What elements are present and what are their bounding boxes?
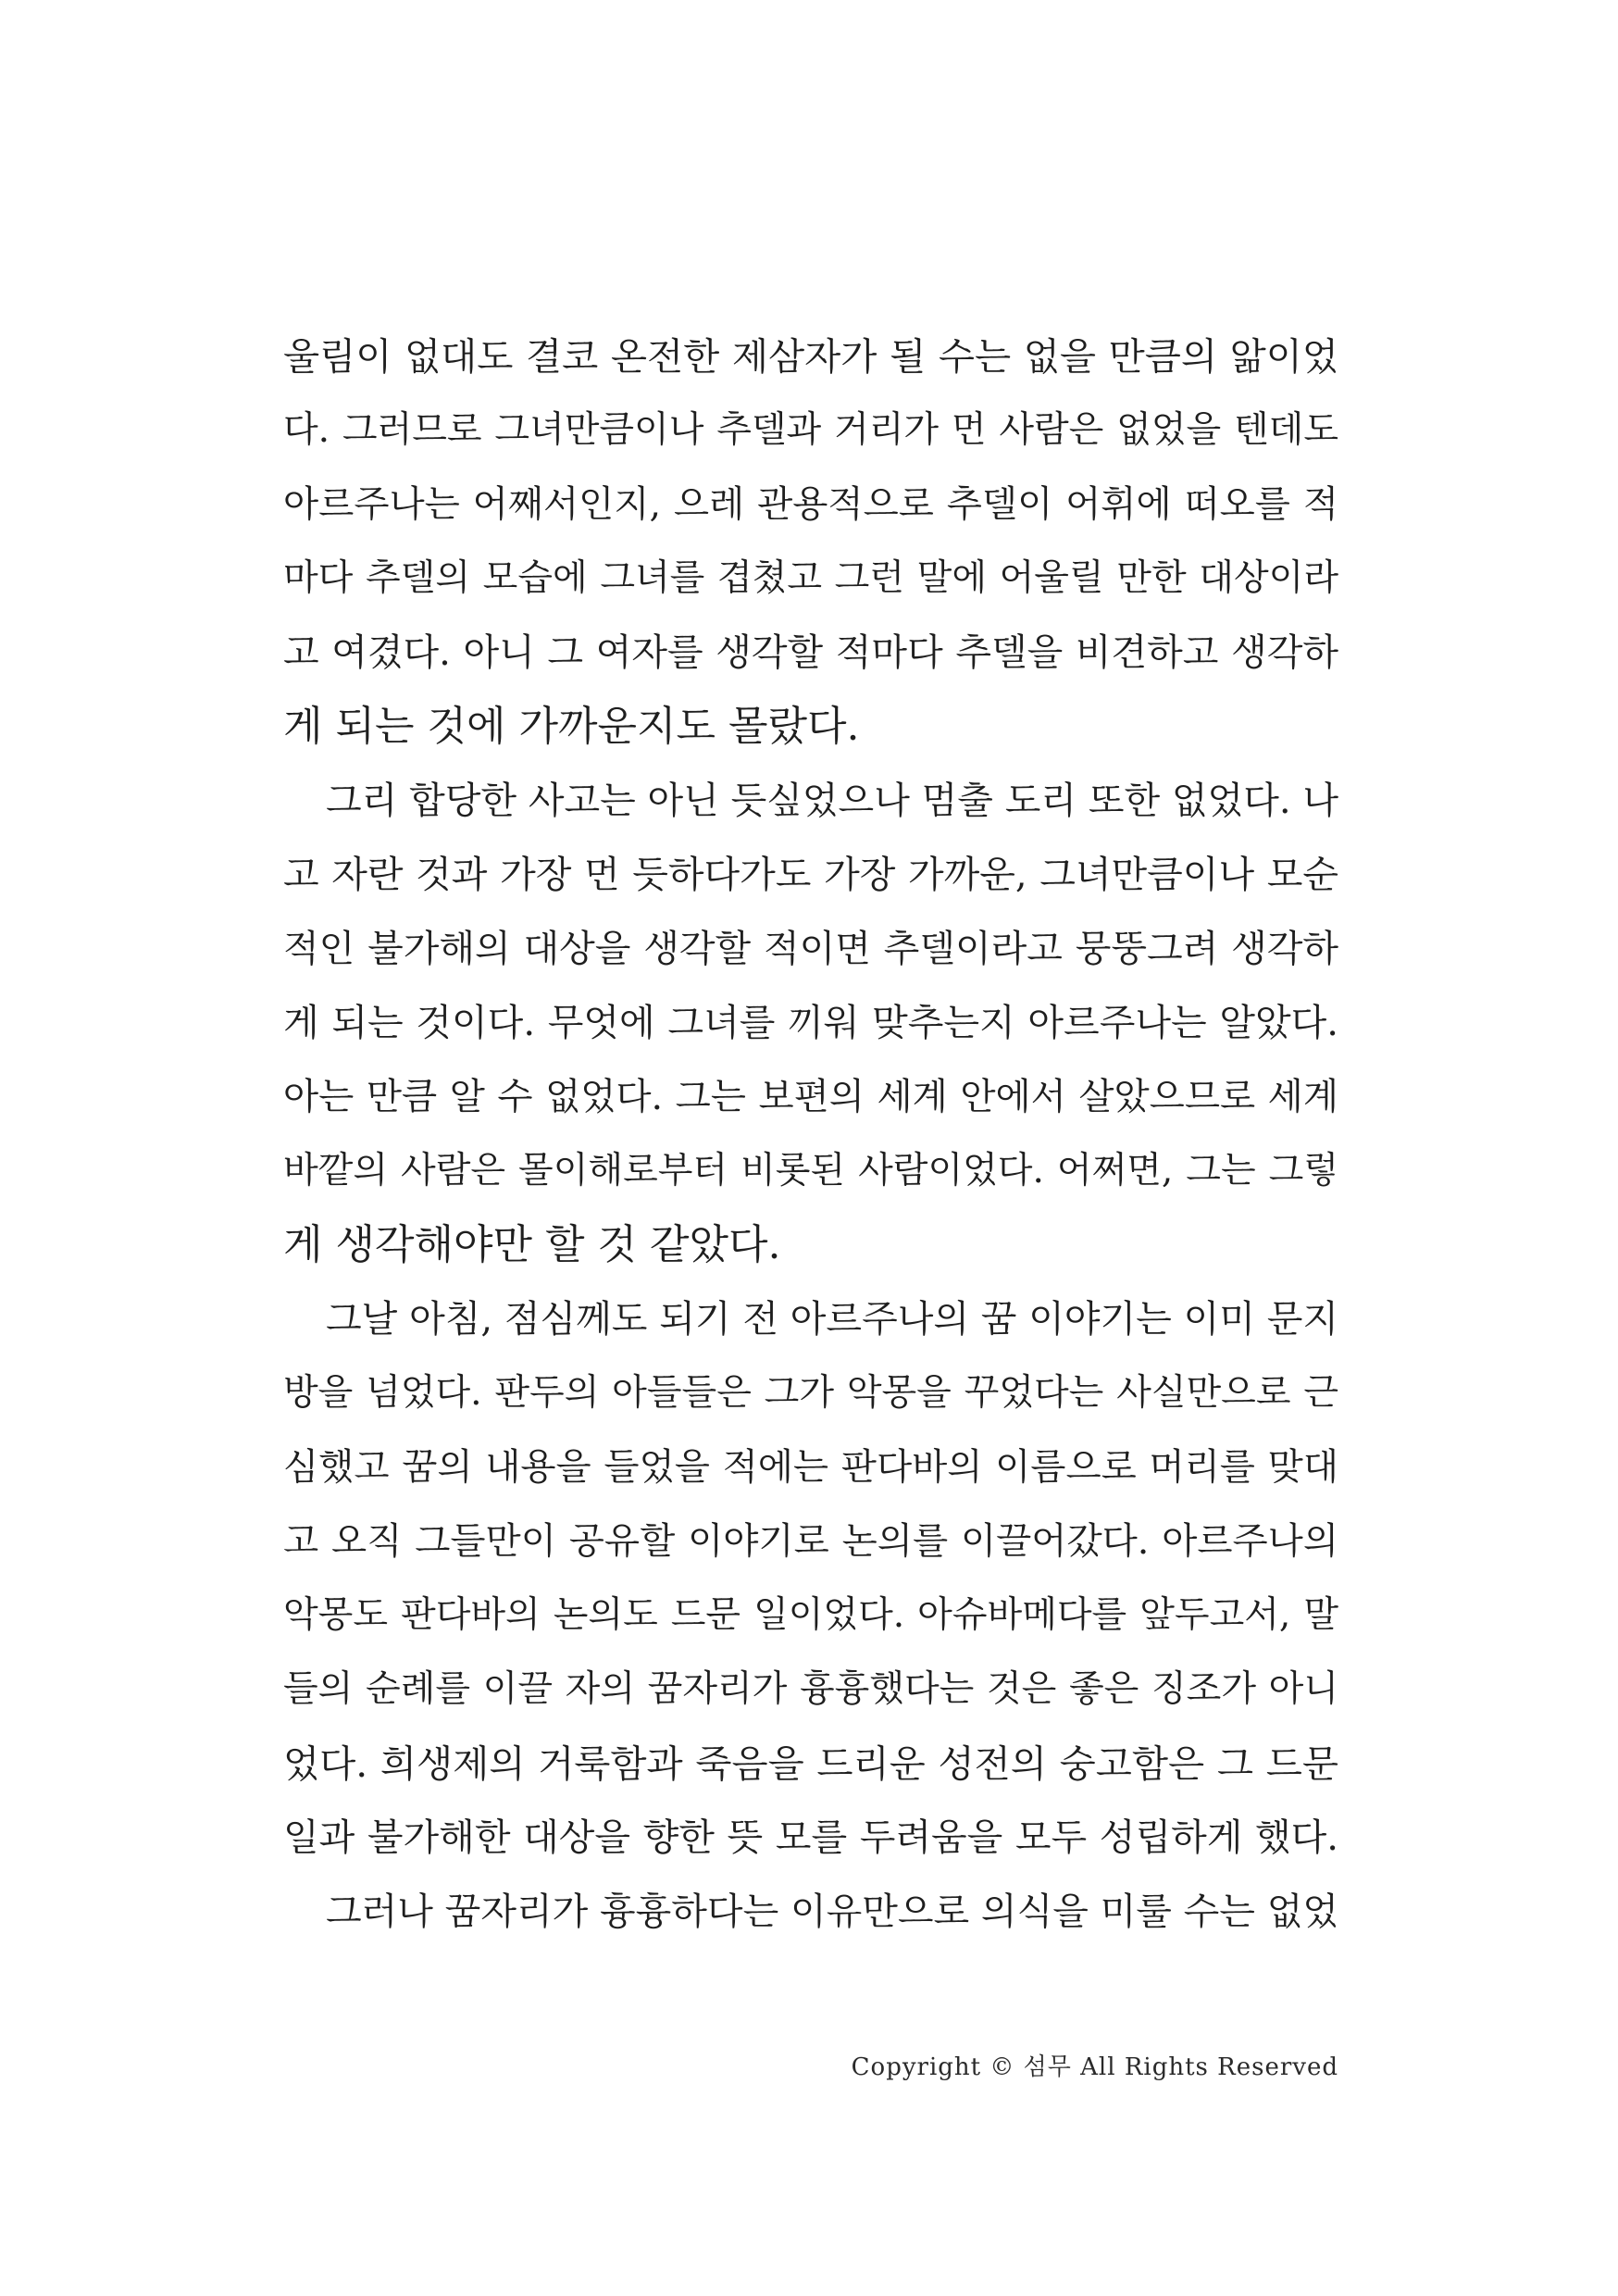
body-text [283, 319, 1338, 1949]
text-line: 들의 순례를 이끌 자의 꿈자리가 흉흉했다는 것은 좋은 징조가 아니 [283, 1668, 1338, 1710]
text-line: 그러나 꿈자리가 흉흉하다는 이유만으로 의식을 미룰 수는 없었 [326, 1890, 1338, 1933]
text-line: 다. 그러므로 그녀만큼이나 추델과 거리가 먼 사람은 없었을 텐데도 [283, 409, 1338, 451]
text-line: 일과 불가해한 대상을 향한 뜻 모를 두려움을 모두 성립하게 했다. [283, 1816, 1338, 1859]
text-line: 게 되는 것이다. 무엇에 그녀를 끼워 맞추는지 아르주나는 알았다. [283, 1002, 1338, 1044]
text-line: 울림이 없대도 결코 온전한 제삼자가 될 수는 없을 만큼의 앎이었 [283, 334, 1338, 379]
text-line: 마다 추델의 모습에 그녀를 겹쳤고 그런 말에 어울릴 만한 대상이라 [283, 557, 1338, 599]
text-line: 고 여겼다. 아니 그 여자를 생각할 적마다 추델을 비견하고 생각하 [283, 631, 1338, 674]
text-line: 악몽도 판다바의 논의도 드문 일이었다. 아슈바메다를 앞두고서, 말 [283, 1594, 1338, 1636]
text-line: 그날 아침, 점심께도 되기 전 아르주나의 꿈 이야기는 이미 문지 [326, 1298, 1338, 1341]
text-line: 아르주나는 어째서인지, 으레 관용적으로 추델이 어휘에 떠오를 적 [283, 483, 1338, 526]
text-line: 고 자란 것과 가장 먼 듯하다가도 가장 가까운, 그녀만큼이나 모순 [283, 854, 1338, 896]
copyright-notice: Copyright © 섬무 All Rights Reserved [851, 2053, 1338, 2081]
text-line: 그리 합당한 사고는 아닌 듯싶었으나 멈출 도리 또한 없었다. 나 [326, 780, 1338, 822]
text-line: 고 오직 그들만이 공유할 이야기로 논의를 이끌어갔다. 아르주나의 [283, 1520, 1338, 1563]
text-line: 게 되는 것에 가까운지도 몰랐다. [283, 703, 860, 750]
text-line: 게 생각해야만 할 것 같았다. [283, 1221, 781, 1268]
text-line: 적인 불가해의 대상을 생각할 적이면 추델이라고 뭉뚱그려 생각하 [283, 928, 1338, 970]
text-line: 방을 넘었다. 판두의 아들들은 그가 악몽을 꾸었다는 사실만으로 근 [283, 1372, 1338, 1414]
text-line: 아는 만큼 알 수 없었다. 그는 보편의 세계 안에서 살았으므로 세계 [283, 1076, 1338, 1118]
text-line: 었다. 희생제의 거룩함과 죽음을 드리운 성전의 숭고함은 그 드문 [283, 1741, 1338, 1786]
text-line: 심했고 꿈의 내용을 들었을 적에는 판다바의 이름으로 머리를 맞대 [283, 1446, 1338, 1489]
text-line: 바깥의 사람은 몰이해로부터 비롯된 사람이었다. 어쩌면, 그는 그렇 [283, 1150, 1338, 1192]
